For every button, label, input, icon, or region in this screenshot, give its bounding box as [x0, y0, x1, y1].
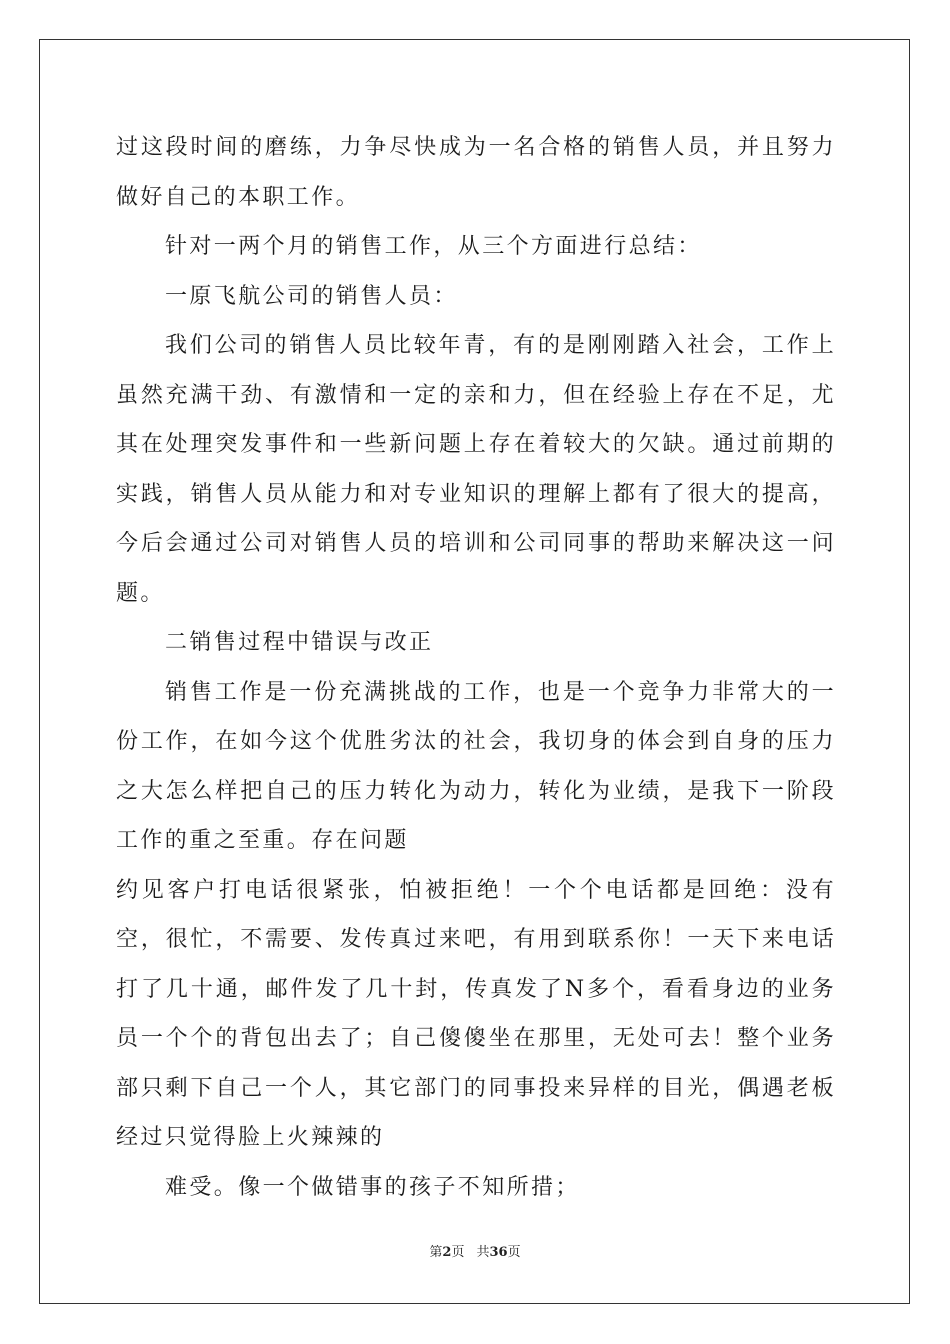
page-prefix: 第: [429, 1245, 443, 1260]
total-prefix: 共: [476, 1245, 490, 1260]
paragraph-6: 销售工作是一份充满挑战的工作，也是一个竞争力非常大的一份工作，在如今这个优胜劣汰的社会，我切身的体会到自身的压力之大怎么样把自己的压力转化为动力，转化为业绩，是我下一阶段工作的重之至重。存在问题: [116, 679, 836, 853]
page-footer: [0, 1244, 950, 1262]
total-pages: 36: [489, 1245, 508, 1260]
paragraph-4: 我们公司的销售人员比较年青，有的是刚刚踏入社会，工作上虽然充满干劲、有激情和一定的亲和力，但在经验上存在不足，尤其在处理突发事件和一些新问题上存在着较大的欠缺。通过前期的实践，销售人员从能力和对专业知识的理解上都有了很大的提高，今后会通过公司对销售人员的培训和公司同事的帮助来解决这一问题。: [116, 333, 836, 606]
paragraph-7: 约见客户打电话很紧张，怕被拒绝！一个个电话都是回绝：没有空，很忙，不需要、发传真过来吧，有用到联系你！一天下来电话打了几十通，邮件发了几十封，传真发了N多个，看看身边的业务员一个个的背包出去了；自己傻傻坐在那里，无处可去！整个业务部只剩下自己一个人，其它部门的同事投来异样的目光，偶遇老板经过只觉得脸上火辣辣的: [116, 877, 836, 1150]
total-suffix: 页: [507, 1245, 521, 1260]
page-number: 2: [442, 1245, 452, 1260]
page-suffix: 页: [451, 1245, 465, 1260]
document-body: [116, 123, 836, 1212]
paragraph-3: 一原飞航公司的销售人员：: [165, 283, 458, 309]
paragraph-1: 过这段时间的磨练，力争尽快成为一名合格的销售人员，并且努力做好自己的本职工作。: [116, 135, 836, 210]
paragraph-5: 二销售过程中错误与改正: [165, 630, 434, 655]
paragraph-2: 针对一两个月的销售工作，从三个方面进行总结：: [165, 234, 702, 259]
paragraph-8: 难受。像一个做错事的孩子不知所措；: [165, 1174, 580, 1200]
